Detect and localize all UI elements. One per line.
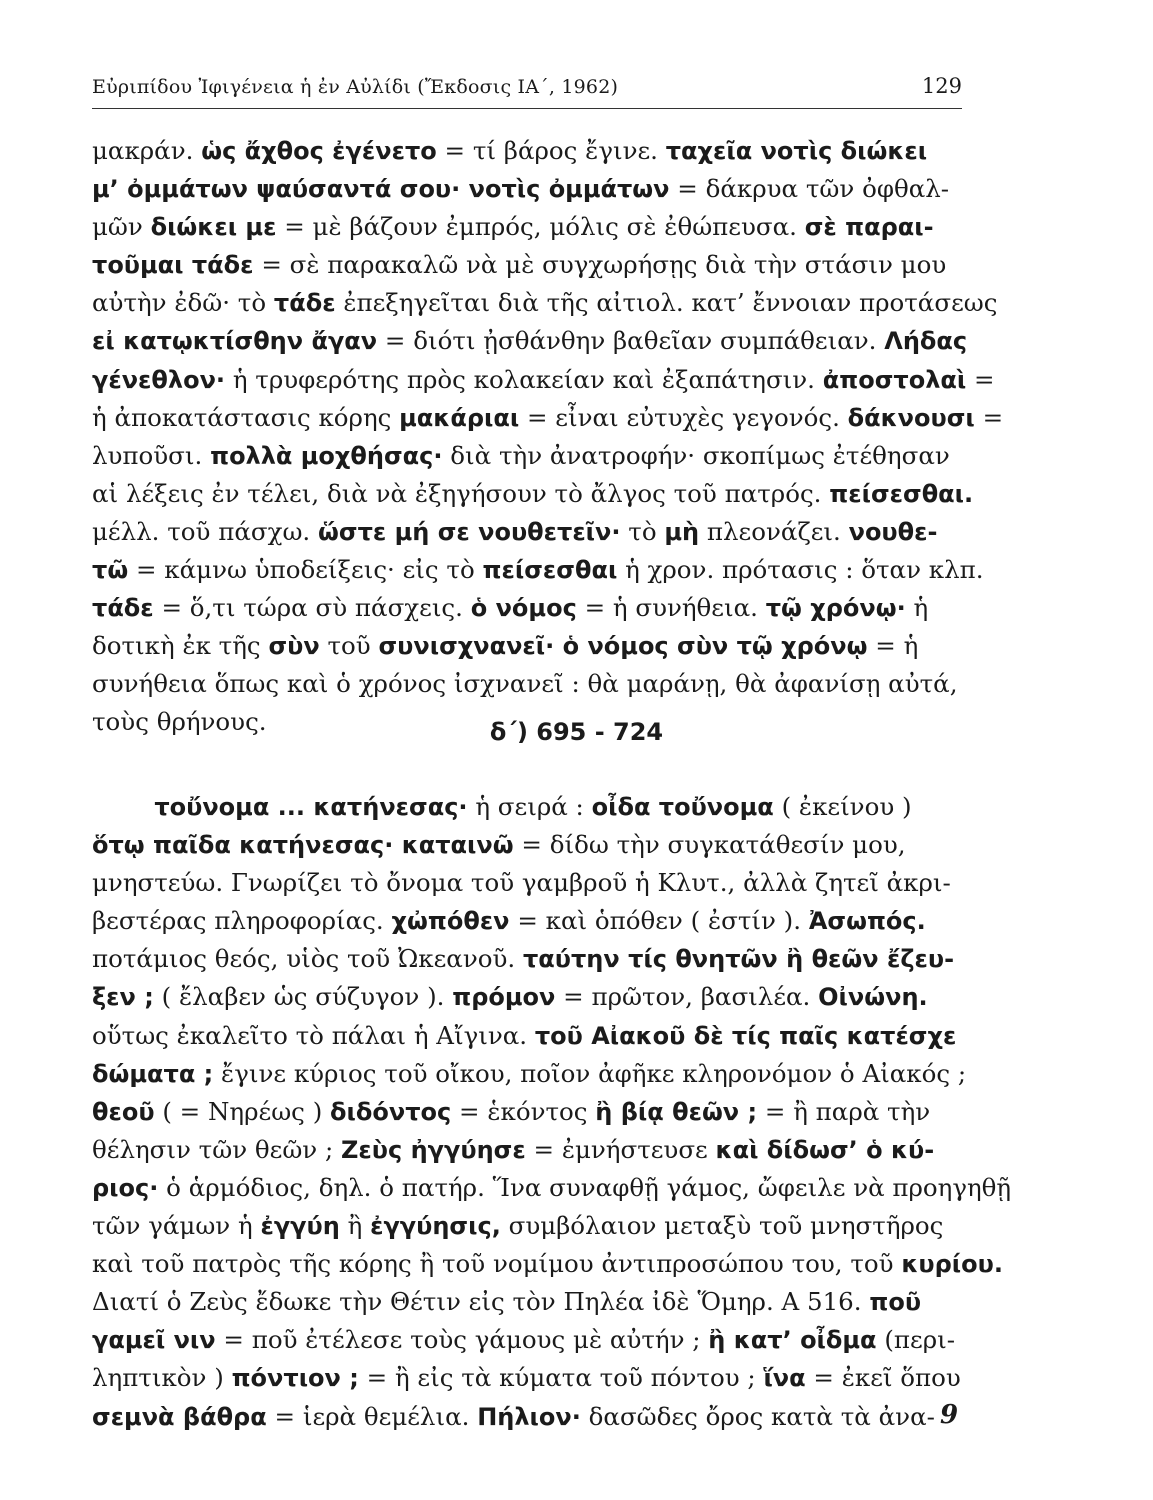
lemma-bold: ἐγγύη (260, 1212, 340, 1241)
gloss-text: = ἡ συνήθεια. (576, 593, 766, 623)
text-line (92, 1359, 972, 1397)
lemma-bold: ὥστε μή σε νουθετεῖν· (318, 517, 621, 546)
lemma-bold: μ’ ὀμμάτων ψαύσαντά σου· νοτὶς ὀμμάτων (92, 175, 670, 204)
lemma-bold: δώματα ; (92, 1059, 214, 1088)
gloss-text: ληπτικὸν ) (92, 1363, 232, 1393)
lemma-bold: ἵνα (763, 1364, 806, 1393)
gloss-text: αὐτὴν ἐδῶ· τὸ (92, 288, 274, 318)
lemma-bold: μακάριαι (399, 403, 520, 432)
gloss-text: = ἱερὰ θεμέλια. (266, 1401, 478, 1431)
text-line (92, 1017, 972, 1055)
lemma-bold: Ἀσωπός. (808, 907, 926, 936)
gloss-text: καὶ τοῦ πατρὸς τῆς κόρης ἢ τοῦ νομίμου ἀντιπροσώπου του, τοῦ (92, 1249, 902, 1279)
lemma-bold: ὅτῳ παῖδα κατήνεσας· καταινῶ (92, 831, 514, 860)
gloss-text: ( ἐκείνου ) (773, 792, 912, 821)
gloss-text: = ὅ,τι τώρα σὺ πάσχεις. (153, 593, 471, 623)
text-line (92, 978, 972, 1016)
gloss-text: = ἢ παρὰ τὴν (757, 1096, 931, 1126)
gloss-text: ἡ ἀποκατάστασις κόρης (92, 402, 400, 432)
gloss-text: Διατί ὁ Ζεὺς ἔδωκε τὴν Θέτιν εἰς τὸν Πηλέα ἰδὲ Ὅμηρ. Α 516. (92, 1287, 870, 1317)
text-line (92, 864, 972, 902)
lemma-bold: ξεν ; (92, 983, 154, 1012)
gloss-text: λυποῦσι. (92, 440, 211, 470)
gloss-text: ὁ ἁρμόδιος, δηλ. ὁ πατήρ. Ἵνα συναφθῇ γάμος, ὤφειλε νὰ προηγηθῇ (158, 1172, 1012, 1202)
text-line (92, 208, 972, 246)
lemma-bold: Πήλιον· (477, 1402, 581, 1431)
text-line (92, 551, 984, 589)
gloss-text: ( = Νηρέως ) (154, 1096, 331, 1126)
lemma-bold: ριος· (92, 1173, 159, 1202)
lemma-bold: πρόμον (452, 983, 556, 1012)
gloss-text: = ἢ εἰς τὰ κύματα τοῦ πόντου ; (358, 1363, 764, 1393)
text-line (92, 826, 972, 864)
lemma-bold: διώκει με (150, 213, 277, 242)
gloss-text: δοτικὴ ἐκ τῆς (92, 631, 269, 661)
text-line (92, 1207, 972, 1245)
text-line (92, 1055, 972, 1093)
lemma-bold: πείσεσθαι (482, 556, 618, 585)
lemma-bold: Λήδας (884, 327, 968, 356)
lemma-bold: Οἰνώνη. (818, 983, 928, 1012)
header-rule (92, 108, 962, 109)
text-line (92, 1093, 972, 1131)
text-line (92, 399, 1004, 437)
text-line (92, 940, 972, 978)
text-line (92, 513, 972, 551)
lemma-bold: διδόντος (330, 1097, 452, 1126)
lemma-bold: νουθε- (848, 517, 938, 546)
gloss-text: = τί βάρος ἔγινε. (436, 136, 666, 165)
gloss-text: ἡ (905, 593, 929, 623)
gloss-text: = (974, 402, 1004, 432)
lemma-bold: ὁ νόμος (470, 594, 577, 623)
lemma-bold: ἀποστολαὶ (822, 365, 967, 394)
lemma-bold: σὺν (268, 632, 320, 661)
gloss-text: = ἐκεῖ ὅπου (805, 1363, 961, 1393)
gloss-text: = ποῦ ἐτέλεσε τοὺς γάμους μὲ αὐτήν ; (215, 1325, 709, 1355)
commentary-block-1 (92, 132, 1004, 742)
lemma-bold: Ζεὺς ἠγγύησε (341, 1135, 526, 1164)
lemma-bold: οἶδα τοὔνομα (591, 793, 774, 821)
gloss-text: ἡ τρυφερότης πρὸς κολακείαν καὶ ἐξαπάτησιν. (225, 364, 823, 394)
lemma-bold: ἢ βίᾳ θεῶν ; (595, 1097, 758, 1126)
lemma-bold: γένεθλον· (92, 365, 226, 394)
gloss-text: = κάμνω ὑποδείξεις· εἰς τὸ (128, 555, 483, 585)
gloss-text (92, 792, 154, 821)
running-header-title: Εὐριπίδου Ἰφιγένεια ἡ ἐν Αὐλίδι (Ἔκδοσις ΙΑ΄, 1962) (92, 76, 619, 98)
lemma-bold: πείσεσθαι. (829, 479, 974, 508)
gloss-text: μνηστεύω. Γνωρίζει τὸ ὄνομα τοῦ γαμβροῦ ἡ Κλυτ., ἀλλὰ ζητεῖ ἀκρι- (92, 868, 951, 898)
gloss-text: θέλησιν τῶν θεῶν ; (92, 1134, 342, 1164)
gloss-text: μακράν. (92, 136, 202, 165)
gloss-text: διὰ τὴν ἀνατροφήν· σκοπίμως ἐτέθησαν (442, 440, 950, 470)
gloss-text: ἡ χρον. πρότασις : ὅταν κλπ. (617, 555, 984, 585)
gloss-text: ἐπεξηγεῖται διὰ τῆς αἰτιολ. κατ’ ἔννοιαν προτάσεως (335, 288, 998, 318)
gloss-text: βεστέρας πληροφορίας. (92, 906, 392, 936)
gloss-text: = διότι ᾐσθάνθην βαθεῖαν συμπάθειαν. (377, 326, 885, 356)
text-line (92, 284, 998, 322)
gloss-text: δασῶδες ὄρος κατὰ τὰ ἀνα- (580, 1401, 935, 1431)
gloss-text: = (966, 364, 995, 394)
gloss-text: = δίδω τὴν συγκατάθεσίν μου, (513, 830, 906, 860)
running-header (92, 72, 962, 106)
lemma-bold: τοῦμαι τάδε (92, 251, 254, 280)
lemma-bold: ὡς ἄχθος ἐγένετο (201, 137, 437, 165)
text-line (92, 132, 972, 170)
lemma-bold: δάκνουσι (847, 403, 975, 432)
section-heading: δ΄) 695 - 724 (489, 718, 664, 746)
gloss-text: = δάκρυα τῶν ὀφθαλ- (669, 174, 950, 204)
lemma-bold: εἰ κατῳκτίσθην ἄγαν (92, 327, 378, 356)
text-line (92, 246, 972, 284)
gloss-text: πλεονάζει. (699, 516, 849, 546)
gloss-text: τοὺς θρήνους. (92, 707, 267, 737)
text-line (92, 627, 972, 665)
gloss-text: ἔγινε κύριος τοῦ οἴκου, ποῖον ἀφῆκε κληρονόμον ὁ Αἰακός ; (213, 1058, 967, 1088)
text-line (92, 589, 972, 627)
lemma-bold: χὠπόθεν (391, 907, 510, 936)
lemma-bold: τάδε (92, 594, 154, 623)
gloss-text: τοῦ (319, 631, 379, 661)
lemma-bold: τῶ (92, 556, 129, 585)
gloss-text: (περι- (876, 1325, 955, 1355)
text-line (92, 322, 972, 360)
lemma-bold: πολλὰ μοχθήσας· (210, 441, 443, 470)
gloss-text: οὕτως ἐκαλεῖτο τὸ πάλαι ἡ Αἴγινα. (92, 1020, 535, 1050)
gloss-text: μῶν (92, 212, 151, 242)
lemma-bold: γαμεῖ νιν (92, 1326, 216, 1355)
gloss-text: = καὶ ὁπόθεν ( ἐστίν ). (509, 906, 809, 936)
text-line (92, 1131, 972, 1169)
gloss-text: μέλλ. τοῦ πάσχω. (92, 516, 319, 546)
gloss-text: = ἐμνήστευσε (525, 1134, 716, 1164)
text-line (92, 788, 972, 826)
text-line (92, 1169, 1012, 1207)
text-line (92, 437, 972, 475)
lemma-bold: τάδε (273, 289, 336, 318)
text-line (92, 1283, 972, 1321)
lemma-bold: πόντιον ; (231, 1364, 359, 1393)
text-line (92, 1398, 972, 1436)
commentary-block-2 (92, 788, 1012, 1436)
lemma-bold: ταύτην τίς θνητῶν ἢ θεῶν ἔζευ- (522, 945, 955, 974)
page-number: 129 (921, 74, 962, 98)
text-line (92, 1321, 972, 1359)
lemma-bold: συνισχνανεῖ· ὁ νόμος σὺν τῷ χρόνῳ (378, 632, 868, 661)
lemma-bold: καὶ δίδωσ’ ὁ κύ- (715, 1135, 935, 1164)
lemma-bold: ταχεῖα νοτὶς διώκει (665, 137, 928, 165)
gloss-text: ποτάμιος θεός, υἱὸς τοῦ Ὠκεανοῦ. (92, 944, 523, 974)
text-line (92, 170, 972, 208)
gloss-text: = πρῶτον, βασιλέα. (555, 982, 819, 1012)
gloss-text: αἱ λέξεις ἐν τέλει, διὰ νὰ ἐξηγήσουν τὸ ἄλγος τοῦ πατρός. (92, 478, 830, 508)
text-line (92, 902, 972, 940)
gloss-text: = ἡ (867, 631, 919, 661)
lemma-bold: κυρίου. (901, 1250, 1003, 1279)
signature-mark: 9 (940, 1400, 959, 1430)
lemma-bold: σεμνὰ βάθρα (92, 1402, 267, 1431)
lemma-bold: μὴ (664, 517, 700, 546)
lemma-bold: ἐγγύησις, (370, 1212, 501, 1241)
text-line (92, 475, 972, 513)
lemma-bold: ποῦ (869, 1288, 922, 1317)
lemma-bold: τοῦ Αἰακοῦ δὲ τίς παῖς κατέσχε (534, 1021, 957, 1050)
text-line (92, 665, 972, 703)
gloss-text: ἢ (339, 1211, 371, 1241)
gloss-text: ἡ σειρά : (467, 792, 592, 821)
lemma-bold: ἢ κατ’ οἶδμα (708, 1326, 877, 1355)
gloss-text: = εἶναι εὐτυχὲς γεγονός. (519, 402, 848, 432)
text-line (92, 1245, 1003, 1283)
gloss-text: τὸ (620, 516, 665, 546)
gloss-text: ( ἔλαβεν ὡς σύζυγον ). (153, 982, 453, 1012)
gloss-text: = ἑκόντος (451, 1096, 596, 1126)
lemma-bold: θεοῦ (92, 1097, 155, 1126)
text-line (92, 361, 995, 399)
gloss-text: τῶν γάμων ἡ (92, 1211, 261, 1241)
lemma-bold: τοὔνομα ... κατήνεσας· (154, 793, 468, 821)
lemma-bold: τῷ χρόνῳ· (765, 594, 906, 623)
gloss-text: συμβόλαιον μεταξὺ τοῦ μνηστῆρος (500, 1211, 944, 1241)
lemma-bold: σὲ παραι- (804, 213, 934, 242)
gloss-text: συνήθεια ὅπως καὶ ὁ χρόνος ἰσχνανεῖ : θὰ μαράνῃ, θὰ ἀφανίσῃ αὐτά, (92, 669, 958, 699)
gloss-text: = μὲ βάζουν ἐμπρός, μόλις σὲ ἐθώπευσα. (276, 212, 805, 242)
gloss-text: = σὲ παρακαλῶ νὰ μὲ συγχωρήσῃς διὰ τὴν στάσιν μου (253, 250, 947, 280)
